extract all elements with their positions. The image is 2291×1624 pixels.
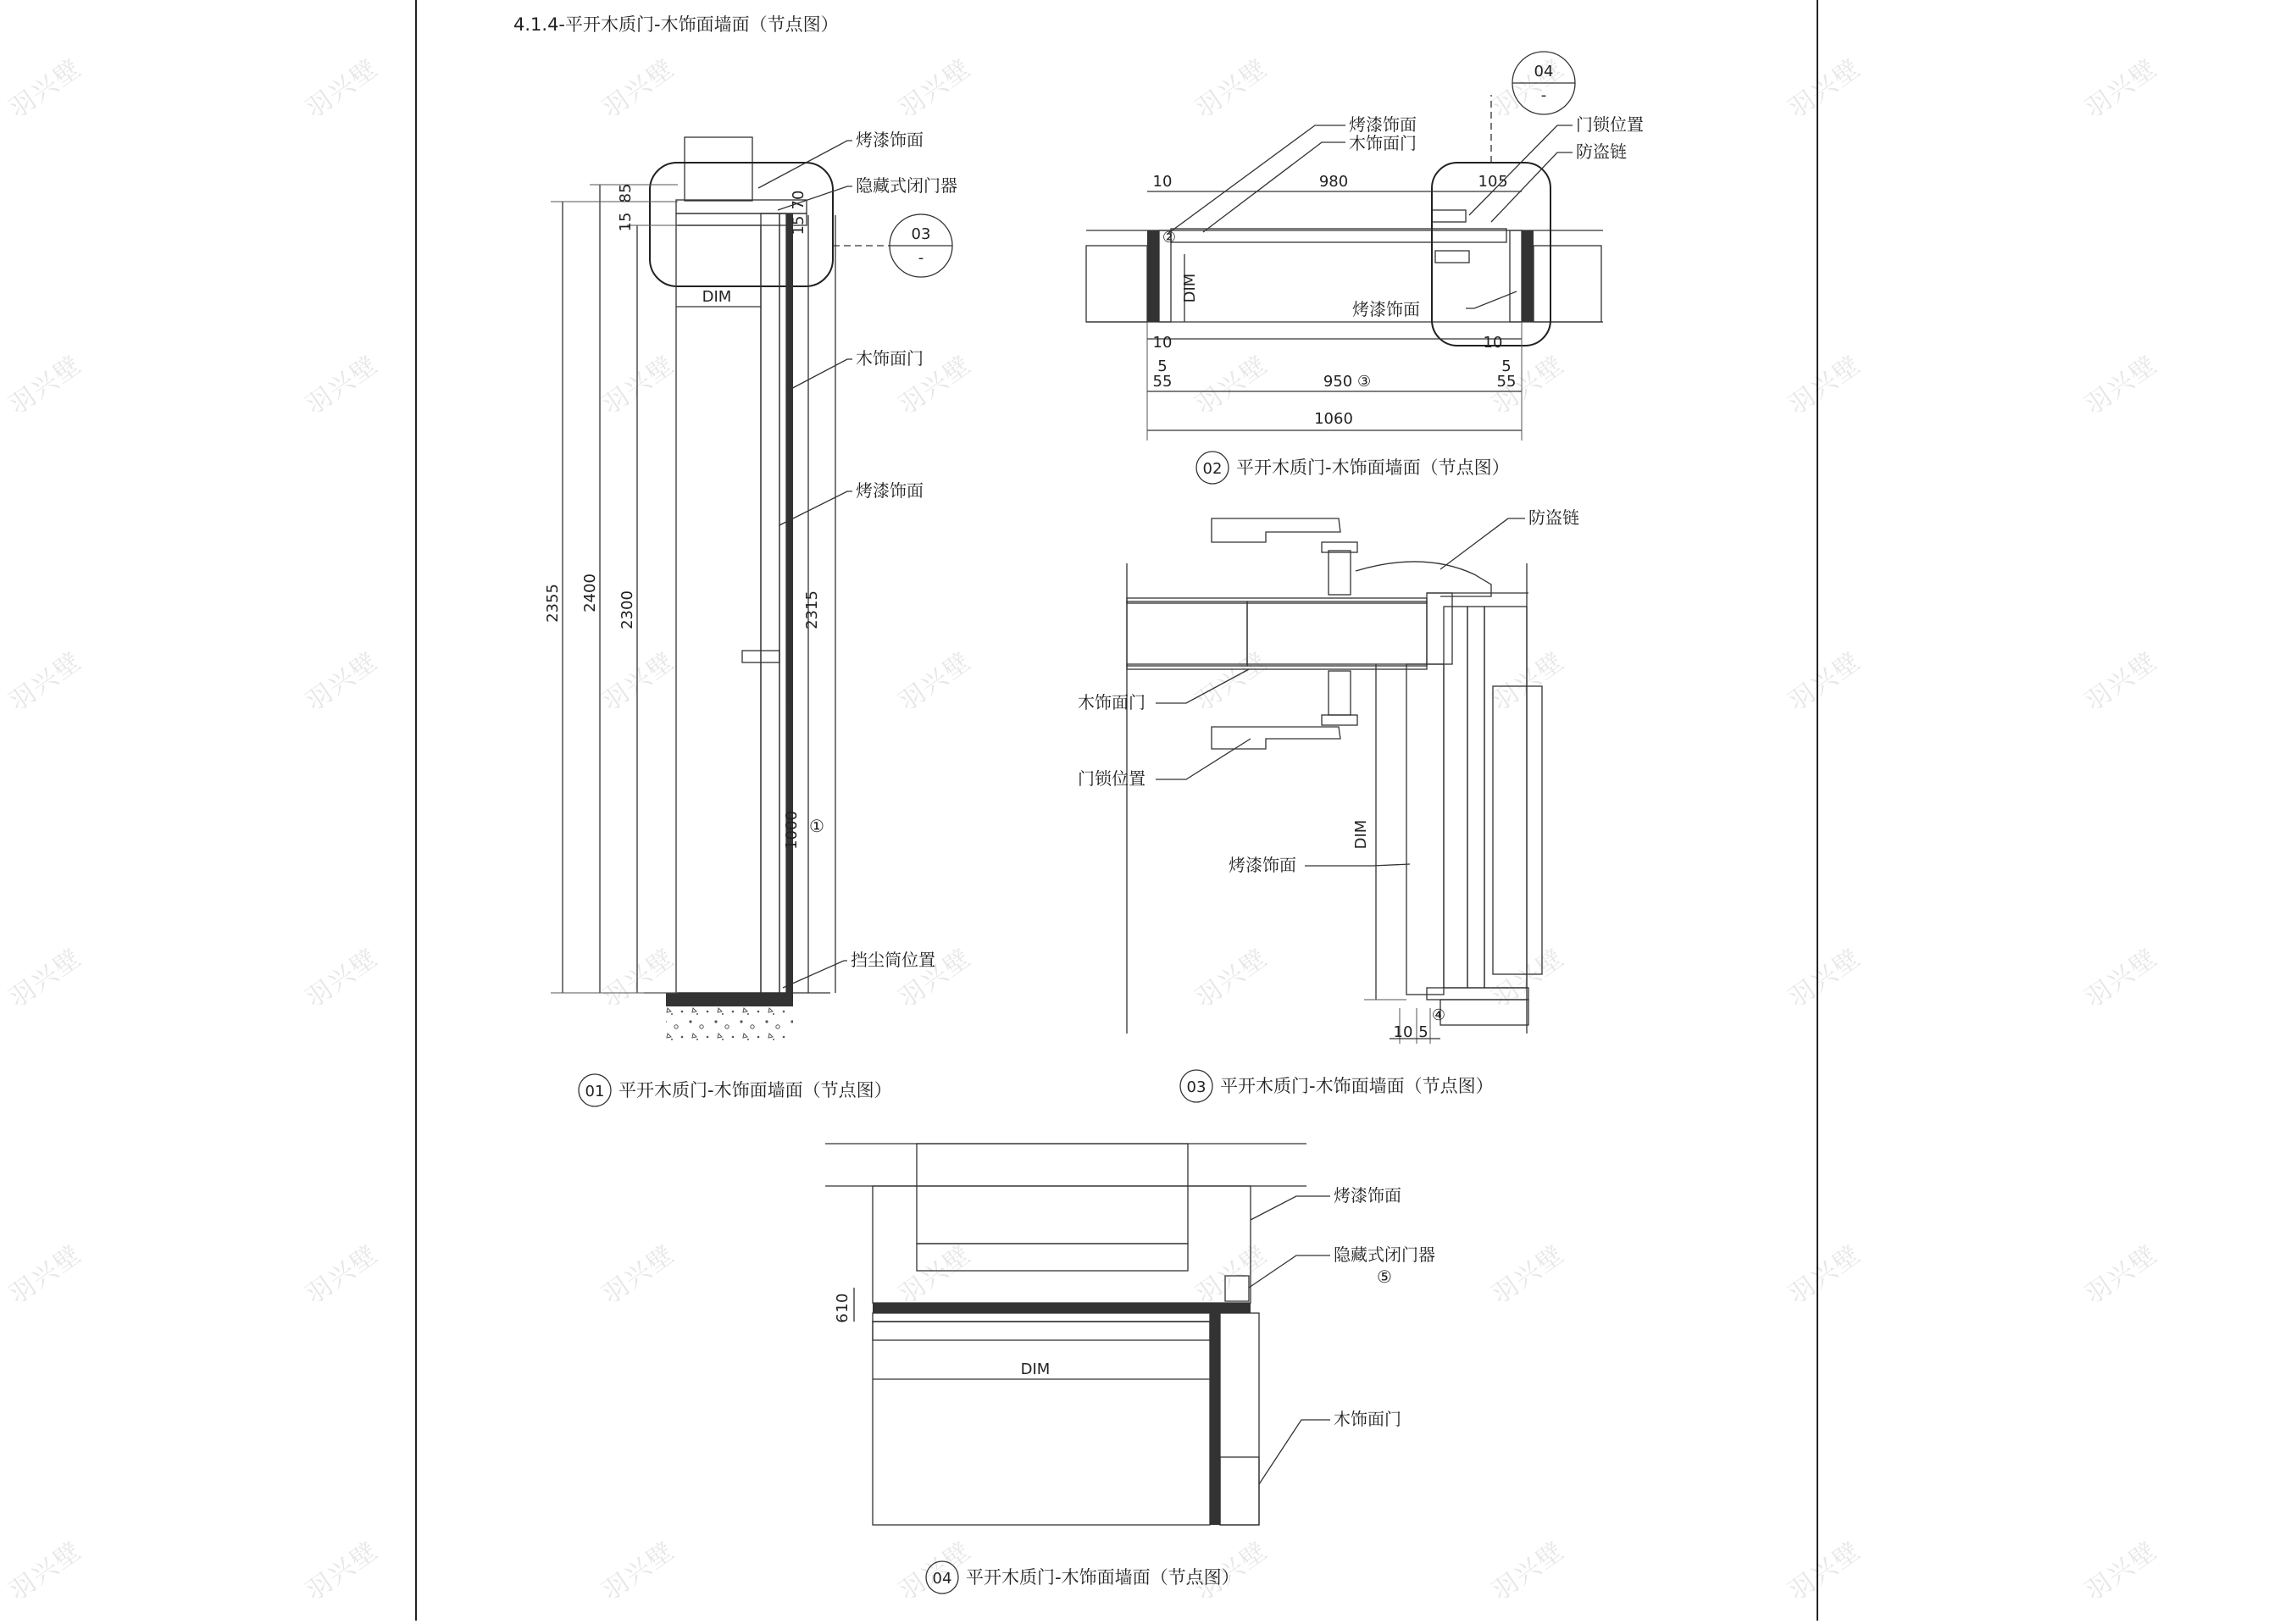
- page-title: 4.1.4-平开木质门-木饰面墙面（节点图）: [513, 14, 839, 35]
- dim-10-top-r: 10: [1478, 173, 1498, 191]
- note-paint-finish: 烤漆饰面: [1349, 114, 1417, 135]
- caption-title: 平开木质门-木饰面墙面（节点图）: [1236, 457, 1510, 478]
- marker-5: ⑤: [1377, 1266, 1392, 1287]
- dim-85: 85: [617, 183, 635, 203]
- note-lock-position: 门锁位置: [1078, 768, 1146, 789]
- caption-number: 01: [585, 1083, 605, 1100]
- note-paint-finish: 烤漆饰面: [1334, 1185, 1401, 1206]
- dim-10: 10: [834, 1293, 851, 1313]
- dim-5-r: 5: [1501, 358, 1512, 375]
- ref-bubble-top: 04: [1534, 63, 1554, 80]
- note-dust-stop: 挡尘筒位置: [851, 950, 935, 970]
- caption-number: 04: [932, 1570, 952, 1588]
- dim-15a: 15: [617, 212, 635, 232]
- dim-5-top: 5: [1498, 173, 1508, 191]
- note-security-chain: 防盗链: [1528, 507, 1579, 528]
- note-hidden-closer: 隐藏式闭门器: [1334, 1244, 1435, 1265]
- marker-1: ①: [809, 816, 824, 836]
- dim-1000: 1000: [783, 811, 801, 850]
- dim-5: 5: [1418, 1023, 1428, 1041]
- note-security-chain: 防盗链: [1576, 141, 1627, 162]
- dim-6: 6: [834, 1313, 851, 1323]
- dim-label: DIM: [1352, 819, 1370, 850]
- note-wood-door: 木饰面门: [1349, 133, 1417, 153]
- note-hidden-closer: 隐藏式闭门器: [856, 175, 957, 196]
- note-paint-finish: 烤漆饰面: [1229, 855, 1296, 875]
- note-wood-door: 木饰面门: [1078, 692, 1146, 712]
- dim-10-b2: 10: [1483, 334, 1503, 352]
- caption-title: 平开木质门-木饰面墙面（节点图）: [619, 1080, 892, 1100]
- dim-55-l: 55: [1152, 373, 1173, 391]
- dim-980: 980: [1318, 173, 1349, 191]
- note-paint-finish-2: 烤漆饰面: [1352, 299, 1420, 319]
- ref-bubble-bottom: -: [918, 249, 924, 267]
- dim-15b: 15: [790, 215, 807, 236]
- note-wood-door: 木饰面门: [856, 348, 924, 369]
- marker-4: ④: [1431, 1006, 1446, 1024]
- dim-2355: 2355: [544, 584, 562, 623]
- note-paint-finish: 烤漆饰面: [856, 130, 924, 150]
- dim-2315: 2315: [803, 590, 821, 629]
- dim-label: DIM: [1181, 273, 1199, 303]
- caption-title: 平开木质门-木饰面墙面（节点图）: [966, 1567, 1240, 1588]
- dim-label: DIM: [1020, 1361, 1051, 1378]
- dim-2300: 2300: [619, 590, 636, 629]
- dim-10-b1: 10: [1152, 334, 1173, 352]
- ref-bubble-bottom: -: [1540, 86, 1547, 104]
- dim-2400: 2400: [581, 574, 599, 612]
- note-paint-finish-2: 烤漆饰面: [856, 480, 924, 501]
- caption-number: 03: [1186, 1078, 1207, 1096]
- note-lock-position: 门锁位置: [1576, 114, 1644, 135]
- ref-bubble-top: 03: [911, 225, 931, 243]
- caption-number: 02: [1202, 460, 1223, 478]
- dim-55-r: 55: [1496, 373, 1517, 391]
- marker-2: ②: [1162, 229, 1177, 247]
- dim-70: 70: [790, 190, 807, 210]
- caption-title: 平开木质门-木饰面墙面（节点图）: [1220, 1076, 1494, 1096]
- dim-10: 10: [1393, 1023, 1413, 1041]
- dim-1060: 1060: [1314, 410, 1353, 428]
- dim-label: DIM: [702, 288, 732, 306]
- dim-10-top: 10: [1152, 173, 1173, 191]
- note-wood-door: 木饰面门: [1334, 1409, 1401, 1429]
- dim-5-l: 5: [1157, 358, 1168, 375]
- dim-950: 950 ③: [1323, 373, 1372, 391]
